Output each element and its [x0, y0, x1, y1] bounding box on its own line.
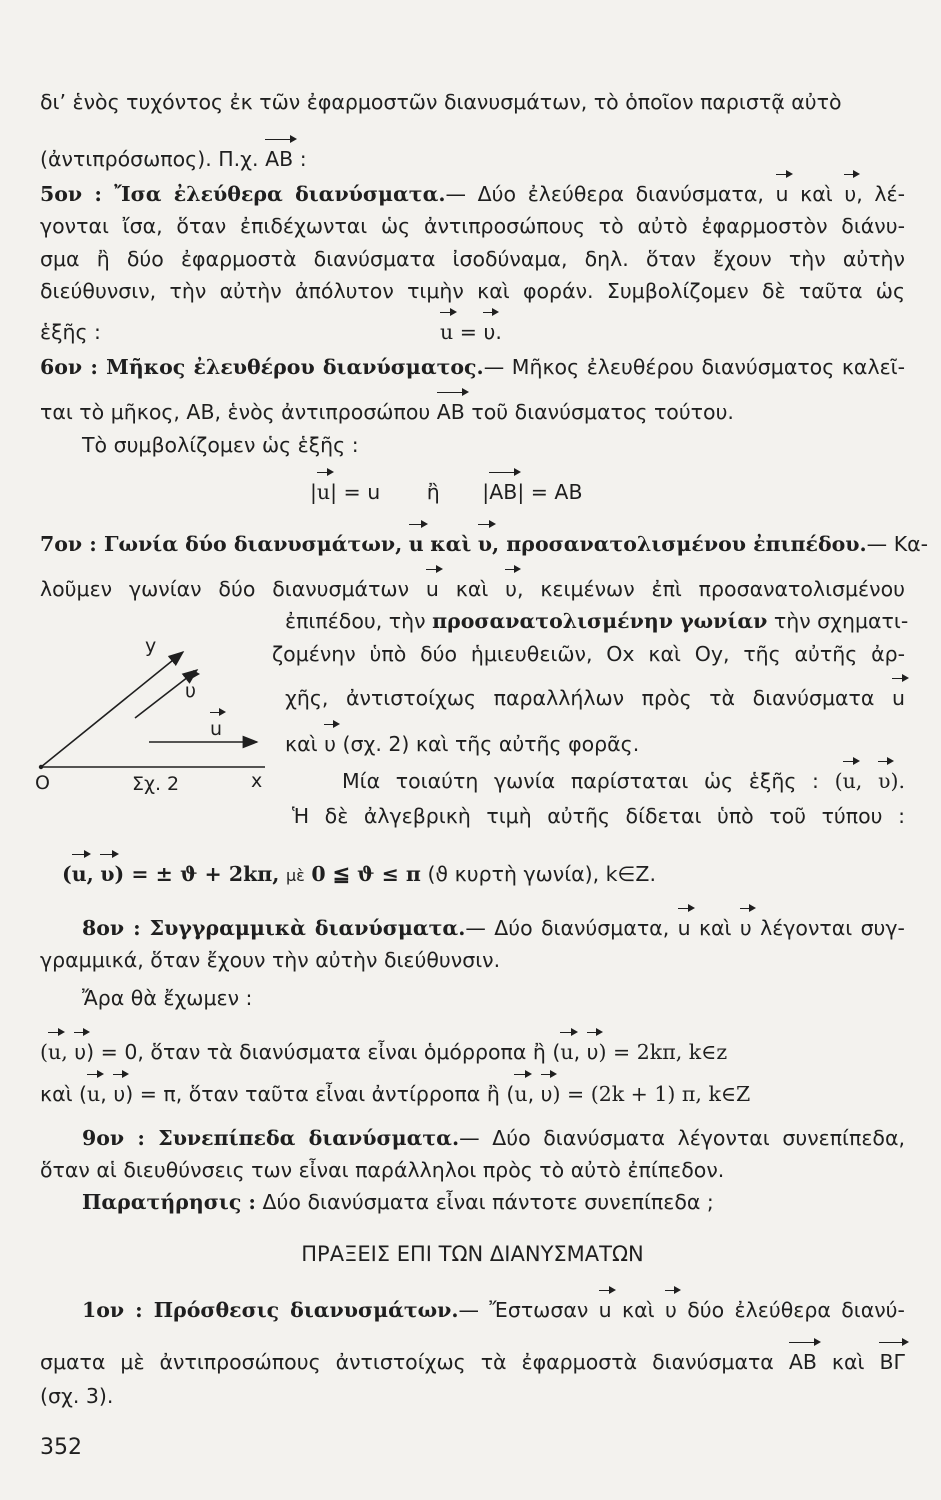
line-2: [40, 145, 905, 173]
text-span: , λέ-: [856, 182, 905, 206]
line-19: [292, 802, 905, 830]
text-span: Δύο διανύσματα εἶναι πάντοτε συνεπίπεδα ;: [262, 1190, 714, 1214]
vector-BG: BΓ: [879, 1350, 905, 1374]
text-span: καὶ: [698, 916, 732, 940]
text-span: ,: [61, 1040, 68, 1064]
label-y: y: [145, 635, 157, 657]
line-8: [40, 353, 905, 381]
line-6: [40, 277, 905, 305]
vector-v: υ: [74, 1040, 87, 1064]
text-span: ) = (2k + 1) π, k∈Z: [552, 1082, 751, 1106]
text-span: (: [834, 769, 843, 793]
text-span: :: [299, 147, 307, 171]
equals-sign: =: [459, 320, 477, 344]
text-span: — Δύο ἐλεύθερα διανύσματα,: [445, 182, 764, 206]
line-4: [40, 212, 905, 240]
line-18: [342, 767, 905, 795]
text-span: ,: [100, 1082, 107, 1106]
text-line: γραμμικά, ὅταν ἔχουν τὴν αὐτὴν διεύθυνσιν.: [40, 948, 501, 972]
text-span: |: [482, 480, 490, 504]
text-span: (σχ. 2) καὶ τῆς αὐτῆς φορᾶς.: [342, 732, 640, 756]
vector-v: υ: [505, 577, 517, 601]
text-span: — Δύο διανύσματα,: [465, 916, 670, 940]
section-heading-9: 9ον : Συνεπίπεδα διανύσματα.: [82, 1126, 460, 1150]
text-span: ,: [573, 1040, 581, 1064]
text-span: τοῦ διανύσματος τούτου.: [471, 400, 734, 424]
line-26: [40, 1124, 905, 1152]
vector-v: υ: [664, 1298, 677, 1322]
line-30: [40, 1296, 905, 1324]
text-span: ) = 0, ὅταν τὰ διανύσματα εἶναι ὁμόρροπα ἢ (: [86, 1040, 561, 1064]
label-origin: O: [35, 772, 50, 794]
line-24: [40, 1038, 905, 1066]
line-10: [82, 431, 941, 459]
text-span: , προσανατολισμένου ἐπιπέδου.: [492, 532, 867, 556]
text-line: Ἄρα θὰ ἔχωμεν :: [82, 986, 253, 1010]
vector-v: υ: [477, 532, 493, 556]
text-span: ) = π, ὅταν ταῦτα εἶναι ἀντίρροπα ἢ (: [125, 1082, 515, 1106]
line-5: [40, 245, 905, 273]
line-22: [40, 946, 905, 974]
line-32: [40, 1382, 905, 1410]
text-span: ).: [890, 769, 905, 793]
text-span: ,: [855, 769, 863, 793]
text-span: τὴν σχηματι-: [773, 609, 909, 633]
vector-v: υ: [586, 1040, 599, 1064]
text-span: (ϑ κυρτὴ γωνία), k∈Z.: [427, 862, 656, 886]
vector-u: u: [425, 577, 439, 601]
label-u: u: [210, 718, 223, 740]
text-span: — Μῆκος ἐλευθέρου διανύσματος καλεῖ-: [483, 355, 905, 379]
y-ray-line: [41, 652, 183, 767]
line-17: [285, 730, 905, 758]
vector-AB: AB: [436, 400, 465, 424]
vector-v: υ: [100, 862, 115, 886]
line-12: [40, 530, 929, 558]
text-span: ,: [527, 1082, 535, 1106]
section-heading-5: 5ον : Ἴσα ἐλεύθερα διανύσματα.: [40, 182, 446, 206]
line-3: [40, 180, 905, 208]
equation-u-equals-v: [440, 318, 502, 346]
angle-notation: [835, 769, 905, 793]
text-span: (: [40, 1040, 48, 1064]
text-span: | = AB: [517, 480, 583, 504]
vector-u: u: [560, 1040, 574, 1064]
vector-u: u: [514, 1082, 528, 1106]
text-span: καὶ (: [40, 1082, 88, 1106]
line-31: [40, 1348, 905, 1376]
text-span: — Ἔστωσαν: [458, 1298, 589, 1322]
text-line: (σχ. 3).: [40, 1384, 114, 1408]
text-span: ) = ± ϑ + 2kπ,: [114, 862, 280, 886]
line-14: [285, 607, 909, 635]
remark-label: Παρατήρησις :: [82, 1190, 256, 1214]
vector-u: u: [71, 862, 87, 886]
text-span: |: [310, 480, 317, 504]
vector-u: u: [440, 320, 454, 344]
text-span: ἢ: [426, 480, 440, 504]
text-line: γονται ἴσα, ὅταν ἐπιδέχωνται ὡς ἀντιπροσώπους τὸ αὐτὸ ἐφαρμοστὸν διάνυ-: [40, 214, 905, 238]
text-span: μὲ: [285, 866, 305, 885]
vector-u: u: [775, 182, 789, 206]
text-span: καὶ: [800, 182, 833, 206]
line-13: [40, 575, 905, 603]
line-27: [40, 1156, 905, 1184]
text-span: καὶ: [455, 577, 489, 601]
vector-v: υ: [844, 182, 857, 206]
text-line: σμα ἢ δύο ἐφαρμοστὰ διανύσματα ἰσοδύναμα, δηλ. ὅταν ἔχουν τὴν αὐτὴν: [40, 247, 905, 271]
section-heading-1: 1ον : Πρόσθεσις διανυσμάτων.: [82, 1298, 459, 1322]
text-span: καὶ: [831, 1350, 865, 1374]
origin-point: [39, 765, 43, 769]
line-1: [40, 88, 905, 116]
heading-vector-operations: ΠΡΑΞΕΙΣ ΕΠΙ ΤΩΝ ΔΙΑΝΥΣΜΑΤΩΝ: [301, 1242, 644, 1266]
line-28: [82, 1188, 941, 1216]
text-span: λοῦμεν γωνίαν δύο διανυσμάτων: [40, 577, 410, 601]
line-16: [285, 684, 905, 712]
text-line: δι’ ἑνὸς τυχόντος ἐκ τῶν ἐφαρμοστῶν διανυσμάτων, τὸ ὁποῖον παριστᾷ αὐτὸ: [40, 90, 842, 114]
line-15: [272, 640, 905, 668]
vector-v: υ: [113, 1082, 126, 1106]
vector-v: υ: [540, 1082, 553, 1106]
label-x: x: [251, 770, 263, 792]
vector-AB: AB: [265, 147, 294, 171]
caption-text: Σχ. 2: [132, 773, 180, 795]
line-21: [40, 914, 905, 942]
text-span: (: [62, 862, 72, 886]
text-line: Ἡ δὲ ἀλγεβρικὴ τιμὴ αὐτῆς δίδεται ὑπὸ τοῦ τύπου :: [292, 804, 905, 828]
line-25: [40, 1080, 905, 1108]
vector-v: υ: [878, 769, 891, 793]
text-span: — Κα-: [866, 532, 929, 556]
text-span: 0 ≦ ϑ ≤ π: [311, 862, 421, 886]
figure-caption: [132, 770, 252, 798]
text-span: .: [495, 320, 502, 344]
text-span: — Δύο διανύσματα λέγονται συνεπίπεδα,: [459, 1126, 905, 1150]
vector-v: υ: [324, 732, 336, 756]
line-9: [40, 398, 905, 426]
vector-v: υ: [483, 320, 496, 344]
line-7: [40, 318, 905, 346]
line-11-length-formula: [310, 478, 710, 506]
text-line: ὅταν αἱ διευθύνσεις των εἶναι παράλληλοι πρὸς τὸ αὐτὸ ἐπίπεδον.: [40, 1158, 725, 1182]
vector-AB: AB: [489, 480, 518, 504]
text-line: Τὸ συμβολίζομεν ὡς ἑξῆς :: [82, 433, 359, 457]
vector-u: u: [842, 769, 856, 793]
vector-u: u: [598, 1298, 612, 1322]
text-span: Μία τοιαύτη γωνία παρίσταται ὡς ἑξῆς :: [342, 769, 819, 793]
section-heading-6: 6ον : Μῆκος ἐλευθέρου διανύσματος.: [40, 355, 484, 379]
vector-AB: AB: [788, 1350, 817, 1374]
vector-u: u: [48, 1040, 62, 1064]
vector-u: u: [87, 1082, 101, 1106]
text-span: ) = 2kπ, k∈z: [598, 1040, 728, 1064]
text-span: σματα μὲ ἀντιπροσώπους ἀντιστοίχως τὰ ἐφαρμοστὰ διανύσματα: [40, 1350, 774, 1374]
text-span: καὶ: [285, 732, 318, 756]
vector-v: υ: [739, 916, 752, 940]
vector-u: u: [316, 480, 331, 504]
text-span: | = u: [330, 480, 381, 504]
text-span: δύο ἐλεύθερα διανύ-: [687, 1298, 905, 1322]
vector-u: u: [891, 686, 905, 710]
text-line: διεύθυνσιν, τὴν αὐτὴν ἀπόλυτον τιμὴν καὶ φοράν. Συμβολίζομεν δὲ ταῦτα ὡς: [40, 279, 905, 303]
text-span: (ἀντιπρόσωπος). Π.χ.: [40, 147, 259, 171]
chapter-heading: [40, 1240, 905, 1268]
section-heading-8: 8ον : Συγγραμμικὰ διανύσματα.: [82, 916, 466, 940]
text-span: ,: [86, 862, 94, 886]
line-20-angle-formula: [62, 860, 905, 890]
vector-u: u: [408, 532, 424, 556]
text-span: ται τὸ μῆκος, AB, ἑνὸς ἀντιπροσώπου: [40, 400, 431, 424]
section-heading-7: 7ον : Γωνία δύο διανυσμάτων,: [40, 532, 403, 556]
text-line: ζομένην ὑπὸ δύο ἡμιευθειῶν, Ox καὶ Oy, τῆς αὐτῆς ἀρ-: [272, 642, 905, 666]
text-span: καὶ: [430, 532, 472, 556]
text-span: λέγονται συγ-: [760, 916, 905, 940]
emphasis-oriented-angle: προσανατολισμένην γωνίαν: [432, 609, 768, 633]
text-span: ἑξῆς :: [40, 320, 101, 344]
text-span: , κειμένων ἐπὶ προσανατολισμένου: [517, 577, 905, 601]
text-span: καὶ: [622, 1298, 655, 1322]
page-number: 352: [40, 1435, 82, 1460]
label-v: υ: [185, 680, 196, 702]
line-23: [82, 984, 941, 1012]
vector-u: u: [677, 916, 691, 940]
text-span: χῆς, ἀντιστοίχως παραλλήλων πρὸς τὰ διανύσματα: [285, 686, 875, 710]
text-span: ἐπιπέδου, τὴν: [285, 609, 426, 633]
